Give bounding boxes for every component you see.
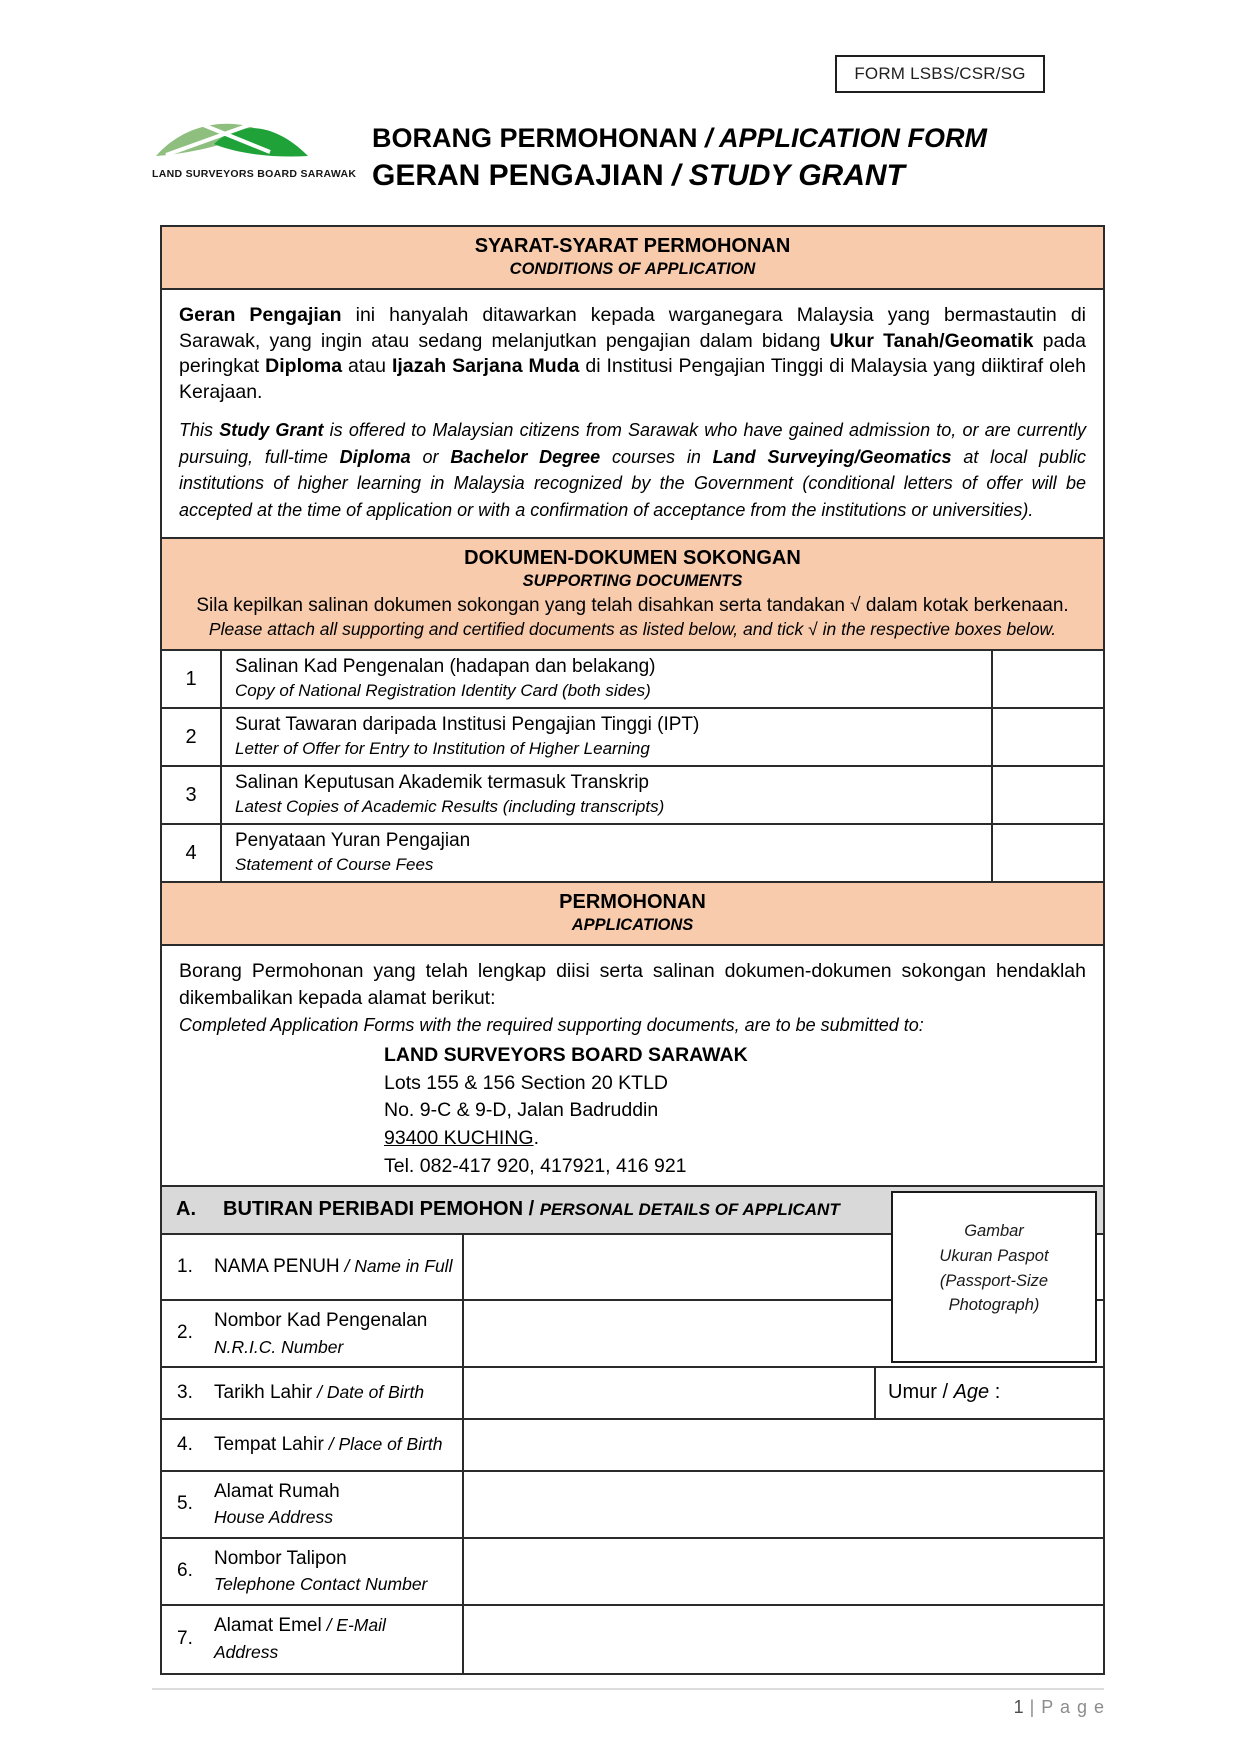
form-title-line1: BORANG PERMOHONAN / APPLICATION FORM: [372, 123, 988, 153]
page-number-label: | P a g e: [1029, 1697, 1105, 1717]
page-number-value: 1: [1013, 1697, 1024, 1717]
document-number: 3: [162, 767, 222, 823]
field-row-alamat-emel: [162, 1606, 1103, 1673]
tempat-lahir-input-cell[interactable]: [464, 1420, 1103, 1470]
tick-checkbox-cell[interactable]: [993, 651, 1103, 707]
tick-checkbox-cell[interactable]: [993, 709, 1103, 765]
conditions-heading-en: CONDITIONS OF APPLICATION: [509, 260, 756, 278]
form-title-line2: GERAN PENGAJIAN / STUDY GRANT: [372, 159, 905, 193]
document-title-en: Statement of Course Fees: [235, 854, 434, 874]
tick-checkbox-cell[interactable]: [993, 767, 1103, 823]
field-label: 3. Tarikh Lahir / Date of Birth: [162, 1368, 464, 1418]
document-title-my: Penyataan Yuran Pengajian: [235, 830, 471, 852]
document-title-en: Latest Copies of Academic Results (including transcripts): [235, 797, 665, 816]
conditions-paragraph-english: This Study Grant is offered to Malaysian citizens from Sarawak who have gained admission to, or are currently pursuing, full-time Diploma or Bachelor Degree courses in Land Surveying/Geomatics at local public institutions of higher learning in Malaysia recognized by the Government (conditional letters of offer will be accepted at the time of application or with a confirmation of acceptance from the institutions or universities).: [179, 419, 1086, 520]
document-row: [162, 767, 1103, 825]
field-label: 2. Nombor Kad Pengenalan N.R.I.C. Number: [162, 1301, 464, 1366]
documents-note-my: Sila kepilkan salinan dokumen sokongan yang telah disahkan serta tandakan √ dalam kotak berkenaan.: [196, 595, 1069, 617]
field-label: 7. Alamat Emel / E-Mail Address: [162, 1606, 464, 1673]
alamat-emel-input-cell[interactable]: [464, 1606, 1103, 1673]
document-title-my: Salinan Kad Pengenalan (hadapan dan belakang): [235, 656, 656, 678]
conditions-paragraph-malay: Geran Pengajian ini hanyalah ditawarkan kepada warganegara Malaysia yang bermastautin di Sarawak, yang ingin atau sedang melanjutkan pengajian dalam bidang Ukur Tanah/Geomatik pada peringkat Diploma atau Ijazah Sarjana Muda di Institusi Pengajian Tinggi di Malaysia yang diiktiraf oleh Kerajaan.: [179, 304, 1087, 404]
address-org-name: LAND SURVEYORS BOARD SARAWAK: [384, 1043, 748, 1066]
alamat-rumah-input-cell[interactable]: [464, 1472, 1103, 1537]
document-title-my: Salinan Keputusan Akademik termasuk Transkrip: [235, 772, 649, 794]
document-row: [162, 709, 1103, 767]
age-label: Umur / Age :: [888, 1381, 1001, 1404]
conditions-and-documents-table: [160, 225, 1105, 1226]
field-number: 1.: [177, 1256, 193, 1277]
nombor-talipon-input-cell[interactable]: [464, 1539, 1103, 1604]
document-description: [222, 709, 993, 765]
applications-heading-my: PERMOHONAN: [559, 891, 706, 914]
applications-paragraph-malay: Borang Permohonan yang telah lengkap diisi serta salinan dokumen-dokumen sokongan hendaklah dikembalikan kepada alamat berikut:: [179, 960, 1086, 1009]
form-title-line2-english: STUDY GRANT: [688, 159, 905, 193]
address-city: 93400 KUCHING.: [384, 1126, 539, 1149]
photo-box-line: Ukuran Paspot: [939, 1246, 1049, 1265]
footer-divider: [152, 1688, 1104, 1690]
tick-checkbox-cell[interactable]: [993, 825, 1103, 881]
field-label: 6. Nombor Talipon Telephone Contact Number: [162, 1539, 464, 1604]
document-description: [222, 651, 993, 707]
field-label: 1. NAMA PENUH / Name in Full: [162, 1235, 464, 1299]
document-title-my: Surat Tawaran daripada Institusi Pengajian Tinggi (IPT): [235, 714, 700, 736]
field-row-nombor-talipon: [162, 1539, 1103, 1606]
document-description: [222, 825, 993, 881]
photo-box-line: (Passport-Size: [939, 1271, 1049, 1290]
conditions-body: [162, 290, 1103, 539]
address-telephone: Tel. 082-417 920, 417921, 416 921: [384, 1154, 687, 1177]
submission-address: [384, 1042, 1086, 1208]
documents-heading-my: DOKUMEN-DOKUMEN SOKONGAN: [464, 547, 801, 570]
applications-section-header: [162, 883, 1103, 946]
age-input-cell[interactable]: [876, 1368, 1103, 1418]
field-number: 6.: [177, 1560, 193, 1582]
field-number: 5.: [177, 1493, 193, 1515]
lsbs-logo: [152, 114, 357, 180]
form-title: [372, 114, 987, 194]
field-number: 7.: [177, 1628, 193, 1650]
section-a-letter: A.: [176, 1198, 196, 1220]
applications-paragraph-english: Completed Application Forms with the required supporting documents, are to be submitted to:: [179, 1014, 924, 1035]
document-header: [152, 114, 987, 194]
document-number: 2: [162, 709, 222, 765]
field-number: 2.: [177, 1322, 193, 1344]
document-description: [222, 767, 993, 823]
field-row-tempat-lahir: [162, 1420, 1103, 1472]
passport-photo-box: [891, 1191, 1097, 1363]
field-row-alamat-rumah: [162, 1472, 1103, 1539]
photo-box-line: Photograph): [948, 1296, 1040, 1315]
section-a-title-my: BUTIRAN PERIBADI PEMOHON: [223, 1198, 524, 1220]
personal-details-table: [160, 1185, 1105, 1675]
document-row: [162, 825, 1103, 883]
section-a-title-en: PERSONAL DETAILS OF APPLICANT: [539, 1200, 840, 1219]
document-title-en: Copy of National Registration Identity Card (both sides): [235, 681, 651, 701]
photo-box-line: Gambar: [964, 1222, 1024, 1240]
field-number: 4.: [177, 1433, 193, 1455]
section-a-header: A. BUTIRAN PERIBADI PEMOHON / PERSONAL DETAILS OF APPLICANT: [162, 1187, 1103, 1235]
field-number: 3.: [177, 1381, 193, 1403]
tarikh-lahir-input-cell[interactable]: [464, 1368, 876, 1418]
address-line: No. 9-C & 9-D, Jalan Badruddin: [384, 1099, 659, 1122]
logo-caption: LAND SURVEYORS BOARD SARAWAK: [152, 168, 357, 180]
applications-heading-en: APPLICATIONS: [571, 916, 694, 935]
form-title-line1-english: APPLICATION FORM: [719, 123, 988, 153]
field-row-tarikh-lahir: [162, 1368, 1103, 1420]
page-number: [160, 1697, 1105, 1718]
logo-graphic: [152, 114, 314, 166]
documents-section-header: [162, 539, 1103, 651]
field-label: 5. Alamat Rumah House Address: [162, 1472, 464, 1537]
documents-note-en: Please attach all supporting and certified documents as listed below, and tick √ in the respective boxes below.: [208, 619, 1057, 640]
document-number: 1: [162, 651, 222, 707]
conditions-heading-my: SYARAT-SYARAT PERMOHONAN: [474, 235, 791, 257]
conditions-section-header: [162, 227, 1103, 290]
documents-heading-en: SUPPORTING DOCUMENTS: [522, 572, 743, 591]
address-line: Lots 155 & 156 Section 20 KTLD: [384, 1071, 669, 1094]
document-number: 4: [162, 825, 222, 881]
applications-body: [162, 946, 1103, 1224]
document-title-en: Letter of Offer for Entry to Institution of Higher Learning: [235, 739, 650, 759]
field-label: 4. Tempat Lahir / Place of Birth: [162, 1420, 464, 1470]
document-row: [162, 651, 1103, 709]
form-code-box: FORM LSBS/CSR/SG: [835, 55, 1045, 93]
